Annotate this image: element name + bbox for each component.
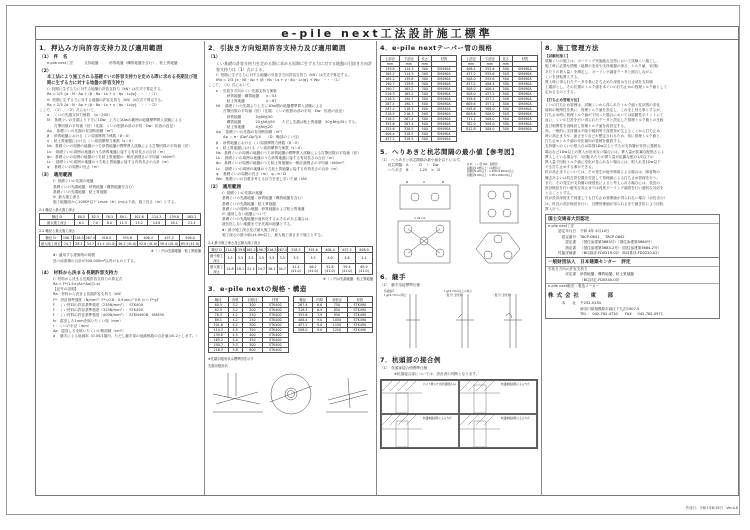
- text-line: γ ：粘土質地盤における くい周面摩擦力係数（γ＝0）: [47, 139, 135, 144]
- section-5-heading: 5．へりあきと杭芯間隔の最小値【参考図】: [380, 148, 519, 156]
- table-row: 508.0 9.0 1250 STK490: [293, 328, 373, 333]
- s2-table-note: ※（ ）内は先端地盤：粘土質地盤: [323, 277, 373, 282]
- s1-sub1-label: （1） 件 名: [39, 55, 68, 60]
- table-row: 318.5 216.3 500 SM490A: [381, 112, 457, 117]
- text-line: 羽根径1.0倍以上：1羽根以上: [466, 166, 502, 170]
- text-line: ⅰ）基礎ぐいの先端の地盤: [53, 179, 94, 184]
- text-line: 施工時に必要な情報（地層の変化や支持地盤の深さ、トルク値、1回転: [545, 64, 659, 69]
- pile-head-example-1: かぶり厚さ方式(杭頭埋込み): [381, 380, 459, 414]
- s2-table-caption: 2-1 最小施工深さ及び最大施工深さ: [208, 241, 261, 246]
- svg-text:溶接継手: 溶接継手: [384, 290, 395, 294]
- eval-title: 一般財団法人 日本建築センター 評定: [546, 257, 719, 267]
- table-row: 406.4 355.6 500 SM490A: [462, 67, 538, 72]
- table-row: 216.3 165.2 300 SM490A: [381, 92, 457, 97]
- s1-table2-caption: 2-2 軸径と最大施工深さ: [39, 229, 76, 234]
- table-row: 165.2 139.8 300 SM490A: [381, 77, 457, 82]
- s3-note: ※先端羽根形状は標準図を示す: [208, 357, 254, 362]
- s2-table: [208, 246, 373, 275]
- pile-head-joint-grid: [380, 379, 538, 449]
- table-row: 190.7 139.8 300 SM490A: [381, 82, 457, 87]
- text-line: 及び相関性を再検討し管理トルク値を再設定する。: [545, 123, 628, 128]
- s3-spec-table-right: [293, 296, 374, 333]
- cert-product: e-pile next工法: [548, 224, 575, 229]
- table-row: 上部径 下部径 長さ 材質: [462, 56, 538, 62]
- s3-diagram-label: 先端羽根形状: [208, 364, 228, 369]
- text-line: α ：くいの先端支持力係数 （α＝200）: [47, 113, 112, 118]
- text-line: ⅱ）適用しない地盤について: [222, 212, 267, 217]
- table-row: 165.2 114.3 300 SM490A: [381, 72, 457, 77]
- text-line: 施工地盤面から100D*以下 Lmax（※）(m)は下表、施工長さ（m）とする。: [53, 200, 179, 205]
- version: Ver.4.6: [726, 506, 738, 510]
- text-line: β ：砂質地盤における くい周面摩擦力係数（β＝0）: [216, 140, 301, 145]
- maker-tel: TEL ： 042-762-4720: [580, 312, 618, 317]
- text-line: F ：くい材料の許容基準強度（235N/mm²）：STK400: [53, 302, 144, 307]
- s7-sub1: （1） 杭頭部接合例標準仕様: [380, 366, 428, 371]
- text-line: ψ ：基礎ぐいの周囲の長さ（m）: [47, 165, 101, 170]
- table-row: 最小施工深さ 3.5 3.5 3.5 3.5 3.5 3.5 3.5 3.5 4.0 4.6 5.1: [209, 253, 373, 264]
- table-row: 457.2 406.4 500 SM490A: [462, 82, 538, 87]
- maker-fax: FAX ： 042-762-0971: [625, 312, 663, 317]
- text-line: 杭の高止まりについては、その発生が地中障害による場合は、障害物の: [545, 170, 660, 175]
- s1-table2: [39, 234, 201, 247]
- svg-text:t ≦16.7mmの場合: t ≦16.7mmの場合: [384, 294, 407, 298]
- s1-formula: Ra = 1/3 {α・N̄・Ap + (β・N̄s・Ls + γ・q̄u・Lc)ψ} ・・・（1）: [47, 92, 159, 97]
- text-line: くいの打ち止め管理は、試験くいから得られたトルク値と柱状図の変化: [545, 102, 660, 107]
- maker-address: 神奈川県相模原市緑区下九沢1507-5: [580, 306, 640, 311]
- text-line: q̄u：基礎ぐいの周囲の地盤のうち粘土質地盤の一軸圧縮強さの平均値（kN/m²）: [216, 161, 347, 166]
- text-line: 設計検討を行い確実な高止まりは再度ボーリング調査を行い適切な対応を: [545, 186, 664, 191]
- table-row: 558.8 457.2 500 SM490A: [462, 97, 538, 102]
- column-section-4-7: [377, 41, 542, 495]
- kv-row: 認定書 （国住参建第3683号）（国住参建第3684号）: [565, 240, 654, 245]
- cert-title: 国土交通省大臣認定: [546, 215, 719, 224]
- text-line: N̄ ：基礎ぐいの先端より下方に1Dw、上方に1Dwの範囲の地盤標準貫入試験による: [47, 118, 182, 123]
- table-row: 165.2 5.0 450 STK400: [209, 338, 289, 343]
- table-row: 軸径 肉厚 羽根径 材質: [209, 297, 289, 303]
- table-row: 711.2 508.0 500 SM490A: [462, 117, 538, 122]
- section-4-heading: 4．e-pile nextテーパー管の規格: [380, 44, 493, 52]
- s8-sub1-label: 【試験杭施工】: [545, 54, 571, 58]
- s1-where: ここで、（1）、（2）式において、: [39, 108, 98, 113]
- text-line: Ls ：基礎ぐいの周囲の地盤のうち砂質地盤に接する有効長さの合計（m）: [47, 149, 167, 154]
- text-line: 打ち止め時に管理トルク値が下回った場合においては追随性ポイントにて: [545, 113, 664, 118]
- section-8-heading: 8．施工管理方法: [545, 44, 600, 52]
- table-row: mm mm mm: [462, 62, 538, 67]
- table-row: 軸径 肉厚 羽根径 材質: [293, 297, 373, 303]
- svg-text:t ≦16.7mm以上の場合: t ≦16.7mm以上の場合: [444, 290, 472, 294]
- table-row: 267.4 6.6 750 STK490: [293, 303, 373, 308]
- pile-spacing-diagram: [380, 177, 538, 267]
- s7-note: ※杭頭接合部については、設計者の判断となります。: [394, 371, 480, 376]
- s2-formula: ⅰ）短期に生ずる力に対する地盤の引抜き方向許容支持力（kN）は次式で算定する。: [216, 73, 352, 77]
- kv-row: （BCJ評定-FD0540-03）: [580, 277, 622, 282]
- text-line: tc：腐食しろ1mmを除いたくい厚（mm）: [53, 318, 123, 323]
- column-section-2-3: [205, 41, 377, 495]
- table-row: 762.0 508.0 500 SM490A: [462, 122, 538, 127]
- office-label: 本 社: [561, 301, 576, 306]
- table-row: 267.4 190.7 500 SM490A: [381, 102, 457, 107]
- s2-where: ここで、（1）式において、: [208, 83, 254, 88]
- svg-text:B: B: [442, 180, 445, 185]
- text-line: 液状化しない地盤までを先端の地盤とする。: [222, 222, 294, 227]
- text-line: ⅰ）材料から決まる長期許容支持力の算定式: [53, 276, 123, 281]
- pile-head-example-2: 杭頭補強鉄筋による方式: [459, 380, 537, 414]
- text-line: Ap ：基礎ぐいの先端の有効断面積（m²）: [216, 130, 285, 135]
- text-line: F*：設計基準強度（N/mm²）F*=0.8・0.9(a/c)^0.6 かつ F*≦F: [53, 297, 159, 302]
- s1-sub3-label: （3） 適用範囲: [39, 173, 73, 179]
- kv-row: 認定年月日 令和 4年 4月14日: [558, 229, 610, 234]
- text-line: F ：くい材料の許容基準強度（400N/mm²）：STKN490B、SM490: [53, 313, 164, 318]
- text-line: β ：砂質地盤における くい周面摩擦力係数（β＝0）: [47, 134, 132, 139]
- table-row: 406.4 9.0 1050 STK490: [293, 318, 373, 323]
- text-line: 貫入時に得られたデータを基に打ち止めた深度は当日止部を支持層: [545, 80, 653, 85]
- maker-label: e-pile next販売・製造メーカー: [546, 283, 719, 289]
- kv-row: 認定番号 TACP-0641 、 TACP-0642: [561, 234, 625, 239]
- table-row: mm mm mm: [381, 62, 457, 67]
- text-line: 貫入行う。: [545, 206, 563, 211]
- text-line: ⅲ）最小施工深さ及び最大施工深さ: [222, 227, 279, 232]
- table-row: 114.3 4.5 350 STK400: [209, 328, 289, 333]
- s5-sub1: （1） へりあきと杭芯間隔の最小値を以下に示す。: [380, 158, 463, 162]
- text-line: Lc ：基礎ぐいの周囲の地盤のうち粘土質地盤に接する有効長さの合計（m）: [47, 160, 171, 165]
- certification-box: [545, 214, 720, 319]
- text-line: は、杭長の設計検討を行い、目標管理値が得られるまで継ぎ杭により回転: [545, 201, 664, 206]
- table-row: 139.8 4.5 400 STK400: [209, 333, 289, 338]
- text-line: 杭が設計深度まで到達しても打ち止め管理値が得られない場合（余長含む）: [545, 196, 668, 201]
- section-1-heading: 1．押込み方向許容支持力及び適用範囲: [39, 44, 164, 52]
- section-2-heading: 2．引抜き方向短期許容支持力及び適用範囲: [208, 44, 347, 52]
- text-line: 打撃回数の平均値（回）（先端：くいの根固め部の平均 Dw：拡底の直径）: [47, 123, 177, 128]
- text-line: 打撃回数の平均値（回）（先端：くいの根固め部の平均 Dw：拡底の直径）: [216, 109, 346, 114]
- table-row: 139.8 114.3 300 SM490A: [381, 67, 457, 72]
- text-line: 時に高止まりや、深止まりなどが想定されるため、常に管理トルク値と、: [545, 134, 664, 139]
- text-line: 基礎ぐいの周囲の地盤：砂質地盤および粘土質地盤: [222, 206, 305, 211]
- s5-row-pitch: 杭芯間隔 A ： D ＋ Dw: [388, 163, 439, 168]
- s2-sub1-text: くい基礎の許容支持力を定める際に求める短期に生ずる力に対する地盤の引抜き方向許容支持力は（1）式による。: [216, 61, 372, 72]
- table-row: 上部径 下部径 長さ 材質: [381, 56, 457, 62]
- svg-text:（裏当て金使用）: （裏当て金使用）: [492, 294, 513, 298]
- text-line: 羽根径0.9m以上：1.5D×100mm以上: [466, 173, 513, 177]
- s1-table2-note: ※（ ）内は先端地盤：粘土質地盤: [151, 249, 201, 254]
- text-line: κ ：引抜き方向のくい先端支持力係数: [216, 88, 277, 93]
- s2-sub1-label: （1）: [208, 55, 221, 60]
- table-row: 267.4 216.3 500 SM490A: [381, 107, 457, 112]
- table-row: 355.6 318.5 500 SM490A: [381, 127, 457, 132]
- s1-formula: Ra = 2/3 {α・N̄・Ap + (β・N̄s・Ls + γ・q̄u・Lc)ψ} ・・・（2）: [47, 102, 159, 107]
- table-row: 318.5 6.9 850 STK490: [293, 308, 373, 313]
- s1-sub2-label: （2）: [39, 69, 52, 75]
- text-line: γ ：粘土質地盤における くい周面摩擦力係数（γ＝0）: [216, 145, 304, 150]
- text-line: N̄t ：基礎ぐいの先端より上方に1Dw間の地盤標準貫入試験による: [216, 104, 323, 109]
- table-row: 82.5 3.2 200 STK400: [209, 308, 289, 313]
- table-row: 457.2 318.5 500 SM490A: [381, 137, 457, 142]
- column-section-8: [542, 41, 723, 495]
- text-line: Ap ：基礎ぐいの先端の有効断面積（m²）: [47, 128, 116, 133]
- table-row: 軸径 D 60.5 82.5 76.3 89.1 101.6 114.3 139.8 165.2: [40, 214, 201, 220]
- text-line: ※ D：くい径 Dw：羽根径: [466, 163, 498, 167]
- text-line: Lc ：基礎ぐいの周囲の地盤のうち粘土質地盤に接する有効長さの合計（m）: [216, 166, 340, 171]
- s1-sub3b: 延べ床面積の合計が500,000m²以内のものとする。: [53, 258, 138, 263]
- s1-formula: ⅱ）短期に生ずる力に対する地盤の許容支持力（kN）は次式で算定する。: [47, 97, 165, 102]
- text-line: ⅰ）基礎ぐいの先端の地盤: [222, 191, 263, 196]
- footer: [686, 505, 738, 510]
- maker-company: 株式会社 東 部: [548, 293, 617, 300]
- s3-spec-table-left: [208, 296, 289, 353]
- table-row: 355.6 7.9 950 STK490: [293, 313, 373, 318]
- section-6-heading: 6．継手: [380, 273, 407, 282]
- table-row: 軸径 D 190.7 216.3 267.4 318.5 355.6 406.4 457.2 508.0: [40, 235, 201, 241]
- s6-sub1: （1） 継手溶接標準仕様: [380, 283, 421, 288]
- text-line: 砂質地盤・礫質地盤 κ＝53: [216, 93, 277, 98]
- s5-row-edge: へりあき B ： 1.25 × D: [388, 168, 441, 173]
- section-3-heading: 3．e-pile nextの規格・構造: [208, 285, 307, 294]
- s1-table1: [39, 213, 201, 226]
- s1-sub3b: ⅲ）適用する建築物の規模: [53, 253, 95, 258]
- text-line: 貫入している場合や、1回転あたりの貫入量が拡翼な配の1/2以下の: [545, 154, 654, 159]
- taper-table-left: [380, 55, 457, 142]
- maker-zip: 〒252-0134: [580, 301, 601, 306]
- section-7-heading: 7．杭頭部の接合例: [380, 356, 442, 365]
- text-line: Ra：材料から決まる長期許容支持力（kN）: [53, 292, 124, 297]
- text-line: 基礎ぐいの先端地盤：粘土質地盤: [222, 201, 276, 206]
- table-row: 190.7 165.2 300 SM490A: [381, 87, 457, 92]
- pile-tip-diagram: [208, 368, 374, 416]
- text-line: 礫質地盤 20≦N̄t≦50 ただし先端は粘土質地盤：20≦N̄t≦35とする。: [216, 119, 359, 124]
- kv-row: 性能評価書 （BCJ基評-FD0219-02）（BCJ基評-FD0220-02）: [558, 251, 662, 256]
- table-row: 最大施工深さ 14.8 18.1 21.4 24.7 28.1 34.7 41.4 (41.0) 46.2 (41.0) 52.8 (41.0) 59.4 (41.0) 65.9 (41.0): [209, 264, 373, 275]
- text-line: とることとする。: [545, 191, 574, 196]
- text-line: Ap ＝ π・(Dw²-Dp²)/4 （D：軸部のくい径）: [216, 135, 302, 140]
- s1-table1-caption: 2-1 軸径と最大施工深さ: [39, 208, 76, 213]
- table-row: 812.8 508.0 500 SM490A: [462, 127, 538, 132]
- text-line: 基礎ぐいの先端地盤：砂質地盤（礫質地盤を含む）: [222, 196, 305, 201]
- s2-formula: tRa = 2/3 {κ・N̄t・Ap + (β・N̄s・Ls + γ・q̄u・Lc)ψ} + Wp ・・・（1）: [216, 78, 342, 83]
- table-row: 89.1 4.2 250 STK400: [209, 318, 289, 323]
- text-line: 直に、くいの打設を行い得られたデータと設定した管理トルク値との比較: [545, 118, 664, 123]
- text-line: Ae：腐食しろを除いたくいの断面積（cm²）: [53, 328, 126, 333]
- s2-sub2-label: （2） 適用範囲: [208, 185, 242, 191]
- table-row: 558.8 508.0 500 SM490A: [462, 107, 538, 112]
- table-row: 101.6 4.2 300 STK400: [209, 323, 289, 328]
- table-row: 609.6 508.0 500 SM490A: [462, 112, 538, 117]
- text-line: 基礎ぐいの先端地盤：砂質地盤（礫質地盤を含む）: [53, 184, 136, 189]
- kv-row: 指定書 （国住参建第3683-2号）（国住参建第3684-2号）: [565, 245, 662, 250]
- s8-sub2-label: 【打ち止め管理方法】: [545, 97, 581, 102]
- text-line: 粘土質地盤 κ＝67: [216, 99, 277, 104]
- text-line: ψ ：基礎ぐいの周囲の長さ（m） ψ＝π・D: [216, 171, 287, 176]
- text-line: N̄s：基礎ぐいの周囲の地盤のうち砂質地盤の標準貫入試験による打撃回数の平均値（回）: [47, 144, 192, 149]
- text-line: また、その発生が支持層の深度差によると考えられる場合には、杭長の: [545, 180, 660, 185]
- text-line: 打ち止めトルク値の変化傾向の管理を徹底する。: [545, 139, 624, 144]
- table-row: 216.3 5.8 600 STK400: [209, 348, 289, 353]
- table-row: 318.5 267.4 500 SM490A: [381, 117, 457, 122]
- joint-weld-diagram: [380, 288, 538, 350]
- text-line: N̄s：基礎ぐいの周囲の地盤のうち砂質地盤の標準貫入試験による打撃回数の平均値（回）: [216, 151, 361, 156]
- text-line: 基礎ぐいの先端地盤：粘土質地盤: [53, 189, 107, 194]
- created-date: 作成日：令和7年8月8日: [685, 506, 723, 510]
- table-row: 508.0 406.4 500 SM490A: [462, 87, 538, 92]
- table-row: 355.6 267.4 500 SM490A: [381, 122, 457, 127]
- table-row: 457.2 355.6 500 SM490A: [462, 72, 538, 77]
- s1-sub4-label: （4） 材料から決まる長期許容支持力: [39, 270, 118, 276]
- text-line: でも打ち止めする事ができる。: [545, 165, 596, 170]
- text-line: 貫入量で回転トルク値に変化が見られない場合には、根入れ長1Dw以下: [545, 160, 661, 165]
- text-line: 尚、一般的に支持層は不陸や傾斜等で深度差が生じることから打ち止め: [545, 128, 660, 133]
- pile-head-example-4: 杭頭補強鉄筋による方式: [459, 414, 537, 448]
- kv-row: 評定書 砂質地盤、礫質地盤、粘土質地盤: [565, 272, 634, 276]
- table-row: 軸径 D 114.3 139.8 165.2 190.7 216.3 267.4 318.5 355.6 406.4 457.2 508.0: [209, 247, 373, 253]
- svg-text:（裏当て金使用）: （裏当て金使用）: [444, 294, 465, 298]
- text-line: 場合など1Dw以上の貫入が出来ない場合には、貫入量が拡翼な配筋さらよ: [545, 149, 665, 154]
- text-line: 施工深さの最小値は4.0m以上、最大施工深さまで施工とする。: [222, 232, 325, 237]
- text-line: 砂質地盤 5≦N̄t≦50: [216, 114, 273, 119]
- text-line: F ：くい材料の許容基準強度（325N/mm²）：STK490: [53, 308, 144, 313]
- text-line: 支持層へのくいの根入れは原則1Dw以上とするが支持層が非常に強固な: [545, 144, 661, 149]
- text-line: 傾向の相関性を基に、管理トルク値を設定し、これを上回る事とするが、: [545, 108, 664, 113]
- text-line: 試験くいの施工は、ボーリング実施地点近傍において試験くい施工し、: [545, 59, 660, 64]
- table-row: 76.3 4.2 250 STK400: [209, 313, 289, 318]
- column-section-1: [36, 41, 205, 495]
- table-row: 457.2 9.0 1150 STK490: [293, 323, 373, 328]
- text-line: 撤去あるいは杭打設位置を変更して管理値による打ち止め管理を行う。: [545, 175, 660, 180]
- taper-table-right: [461, 55, 538, 132]
- text-line: あたりの貫入量）を測定し、ボーリング調査データと照合しながら: [545, 69, 653, 74]
- s1-sub1-text: e-pile next工法 支持地盤 ： 砂質地盤（礫質地盤を含む）、粘土質地盤: [47, 61, 178, 65]
- table-row: 60.5 3.2 200 STK400: [209, 303, 289, 308]
- text-line: Ra = F*/1.5×(As+Aa)(1-a): [53, 282, 101, 287]
- text-line: r ：くいの半径（mm）: [53, 323, 92, 328]
- pile-head-example-3: 杭頭補強鉄筋による方式: [381, 414, 459, 448]
- table-row: 508.0 355.6 500 SM490A: [462, 77, 538, 82]
- table-row: 最大施工深さ 24.7 28.1 34.7 41.4 (41.0) 46.2 (41.0) 52.8 (41.0) 59.4 (41.0) 65.9 (41.0): [40, 241, 200, 247]
- s1-formula: ⅰ）長期に生ずる力に対する地盤の許容支持力（kN）は次式で算定する。: [47, 87, 165, 92]
- s1-sub2-text: 本工法により施工される基礎ぐいの許容支持力を定める際に求める長期及び短期に生ずる力に対する地盤の許容支持力: [47, 75, 198, 87]
- table-row: 最大施工深さ 6.1 7.0 8.0 11.5 13.2 14.8 18.1 21.4: [40, 220, 201, 226]
- text-line: 羽根径0.9m以上：1.25D×100mm以上: [466, 170, 515, 174]
- eval-sub: 引抜き方向の許容支持力: [548, 266, 588, 271]
- text-line: くいを回転貫入する。: [545, 74, 581, 79]
- text-line: Wp：基礎ぐいの自重を考える浮力を差し引いた値（kN）: [216, 177, 310, 182]
- text-line: ⅱ）最大施工深さ: [53, 195, 80, 200]
- text-line: 粘土質地盤 4≦N̄t≦20: [216, 125, 273, 130]
- svg-text:A: A: [423, 180, 426, 185]
- text-line: 基礎ぐいの先端地盤が液状化するおそれがある場合は、: [222, 217, 312, 222]
- text-line: Ls ：基礎ぐいの周囲の地盤のうち砂質地盤に接する有効長さの合計（m）: [216, 156, 336, 161]
- text-line: 上端部とし、その位置のトルク値を本ぐいの打ち止めの管理トルク値として: [545, 85, 668, 90]
- svg-text:1.41×A: 1.41×A: [414, 216, 426, 221]
- text-line: a ：継手による低減率（0.05/1箇所、ただし継手部の低減係数の合計値は0.2とします。）: [53, 334, 200, 339]
- text-line: q̄u：基礎ぐいの周囲の地盤のうち粘土質地盤の一軸圧縮強さの平均値（kN/m²）: [47, 154, 178, 159]
- document-frame: [35, 26, 739, 496]
- text-line: 定めるものとする。: [545, 90, 578, 95]
- table-row: 508.0 457.2 500 SM490A: [462, 92, 538, 97]
- svg-text:B: B: [406, 180, 409, 185]
- text-line: 【記号の説明】: [53, 287, 79, 292]
- table-row: 609.6 457.2 500 SM490A: [462, 102, 538, 107]
- document-title: e-pile next工法設計施工標準: [36, 27, 738, 40]
- table-row: 406.4 318.5 500 SM490A: [381, 132, 457, 137]
- table-row: 190.7 5.3 500 STK400: [209, 343, 289, 348]
- table-row: 216.3 190.7 300 SM490A: [381, 97, 457, 102]
